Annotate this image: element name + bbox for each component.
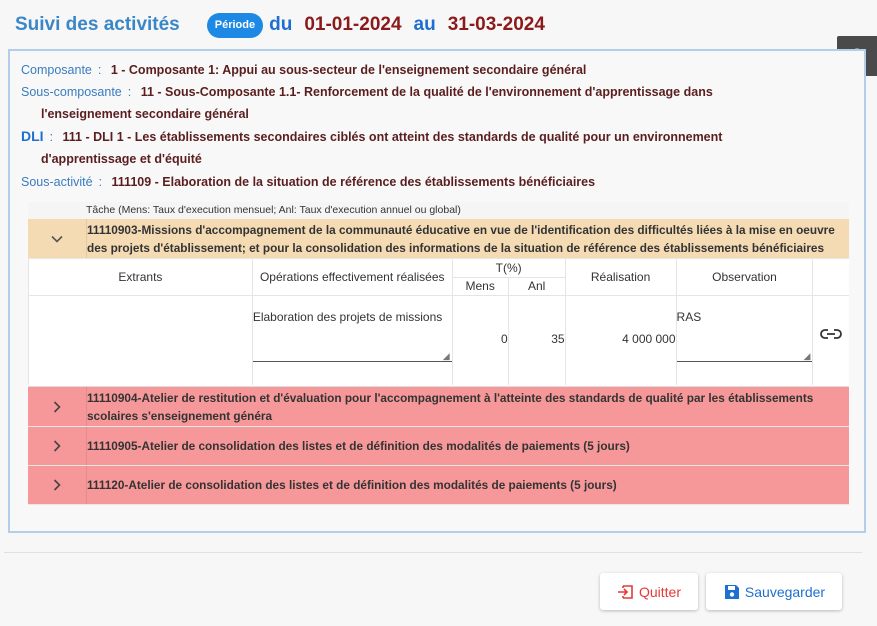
expand-toggle[interactable] xyxy=(28,387,86,426)
sous-composante-label: Sous-composante xyxy=(21,85,122,99)
task-title: 11110905-Atelier de consolidation des listes et de définition des modalités de paiements (5 jours) xyxy=(86,427,849,465)
chevron-down-icon xyxy=(50,232,64,246)
period-badge: Période xyxy=(207,13,263,38)
task-row[interactable] xyxy=(28,427,849,466)
col-operations: Opérations effectivement réalisées xyxy=(252,259,452,295)
link-icon xyxy=(820,328,842,340)
quit-label: Quitter xyxy=(638,583,681,600)
cell-mens: 0 xyxy=(452,295,508,385)
sous-activite-line xyxy=(21,171,821,193)
from-date: 01-01-2024 xyxy=(304,14,402,35)
col-observation: Observation xyxy=(676,259,813,295)
sous-composante-line xyxy=(21,81,821,125)
cell-extrants xyxy=(29,295,253,385)
col-extrants: Extrants xyxy=(29,259,253,295)
task-row-expanded[interactable] xyxy=(28,219,849,259)
quit-button[interactable] xyxy=(600,573,698,610)
sous-composante-sep: : xyxy=(127,85,132,99)
task-title: 11110903-Missions d'accompagnement de la communauté éducative en vue de l'identification des difficultés liées à la mise en oeuvre des projets d'établissement; et pour la consolidation des informations de la situation de référence des établissements bénéficiaires xyxy=(86,219,849,258)
expand-toggle[interactable] xyxy=(28,219,86,258)
dli-value-2: d'apprentissage et d'équité xyxy=(41,152,202,166)
cell-realisation: 4 000 000 xyxy=(565,295,676,385)
sous-activite-value: 111109 - Elaboration de la situation de référence des établissements bénéficiaires xyxy=(111,175,596,189)
col-realisation: Réalisation xyxy=(565,259,676,295)
expand-toggle[interactable] xyxy=(28,427,86,465)
footer-divider xyxy=(4,552,862,553)
dli-value-1: 111 - DLI 1 - Les établissements secondaires ciblés ont atteint des standards de qualité pour un environnement xyxy=(62,130,723,144)
sous-activite-label: Sous-activité xyxy=(21,175,93,189)
to-date: 31-03-2024 xyxy=(447,14,545,35)
floppy-disk-icon xyxy=(723,583,741,601)
composante-value: 1 - Composante 1: Appui au sous-secteur de l'enseignement secondaire général xyxy=(110,63,587,77)
exit-icon xyxy=(617,583,635,601)
page-title: Suivi des activités xyxy=(15,14,180,35)
cell-anl: 35 xyxy=(508,295,565,385)
dli-label: DLI xyxy=(21,128,44,144)
task-title: 11110904-Atelier de restitution et d'évaluation pour l'accompagnement à l'atteinte des standards de qualité par les établissements scolaires s'enseignement généra xyxy=(86,387,849,426)
chevron-right-icon xyxy=(50,439,64,453)
expand-toggle[interactable] xyxy=(28,466,86,504)
resize-grip-icon[interactable]: ◢ xyxy=(803,350,811,361)
task-list-header: Tâche (Mens: Taux d'execution mensuel; Anl: Taux d'execution annuel ou global) xyxy=(28,202,849,219)
composante-line xyxy=(21,59,821,81)
page-header xyxy=(15,10,545,40)
task-detail xyxy=(28,259,849,387)
col-anl: Anl xyxy=(508,277,565,295)
save-button[interactable] xyxy=(706,573,842,610)
chevron-right-icon xyxy=(50,478,64,492)
sous-composante-value-1: 11 - Sous-Composante 1.1- Renforcement de la qualité de l'environnement d'apprentissage dans xyxy=(140,85,713,99)
activity-panel xyxy=(8,49,866,533)
task-row[interactable] xyxy=(28,387,849,427)
observation-textarea[interactable] xyxy=(677,300,813,362)
col-mens: Mens xyxy=(452,277,508,295)
dli-sep: : xyxy=(49,130,54,144)
composante-label: Composante xyxy=(21,63,92,77)
task-row[interactable] xyxy=(28,466,849,505)
sous-composante-value-2: l'enseignement secondaire général xyxy=(41,107,249,121)
col-actions xyxy=(813,259,849,295)
task-list xyxy=(28,202,849,505)
chevron-right-icon xyxy=(50,400,64,414)
operations-textarea[interactable] xyxy=(253,300,452,362)
col-taux: T(%) xyxy=(452,259,565,277)
composante-sep: : xyxy=(97,63,102,77)
task-title: 111120-Atelier de consolidation des listes et de définition des modalités de paiements (5 jours) xyxy=(86,466,849,504)
to-label: au xyxy=(413,14,436,35)
sous-activite-sep: : xyxy=(98,175,103,189)
save-label: Sauvegarder xyxy=(744,583,826,600)
from-label: du xyxy=(269,14,293,35)
dli-line xyxy=(21,125,821,170)
link-button[interactable] xyxy=(813,295,849,385)
resize-grip-icon[interactable]: ◢ xyxy=(442,350,450,361)
task-detail-table xyxy=(28,259,849,385)
